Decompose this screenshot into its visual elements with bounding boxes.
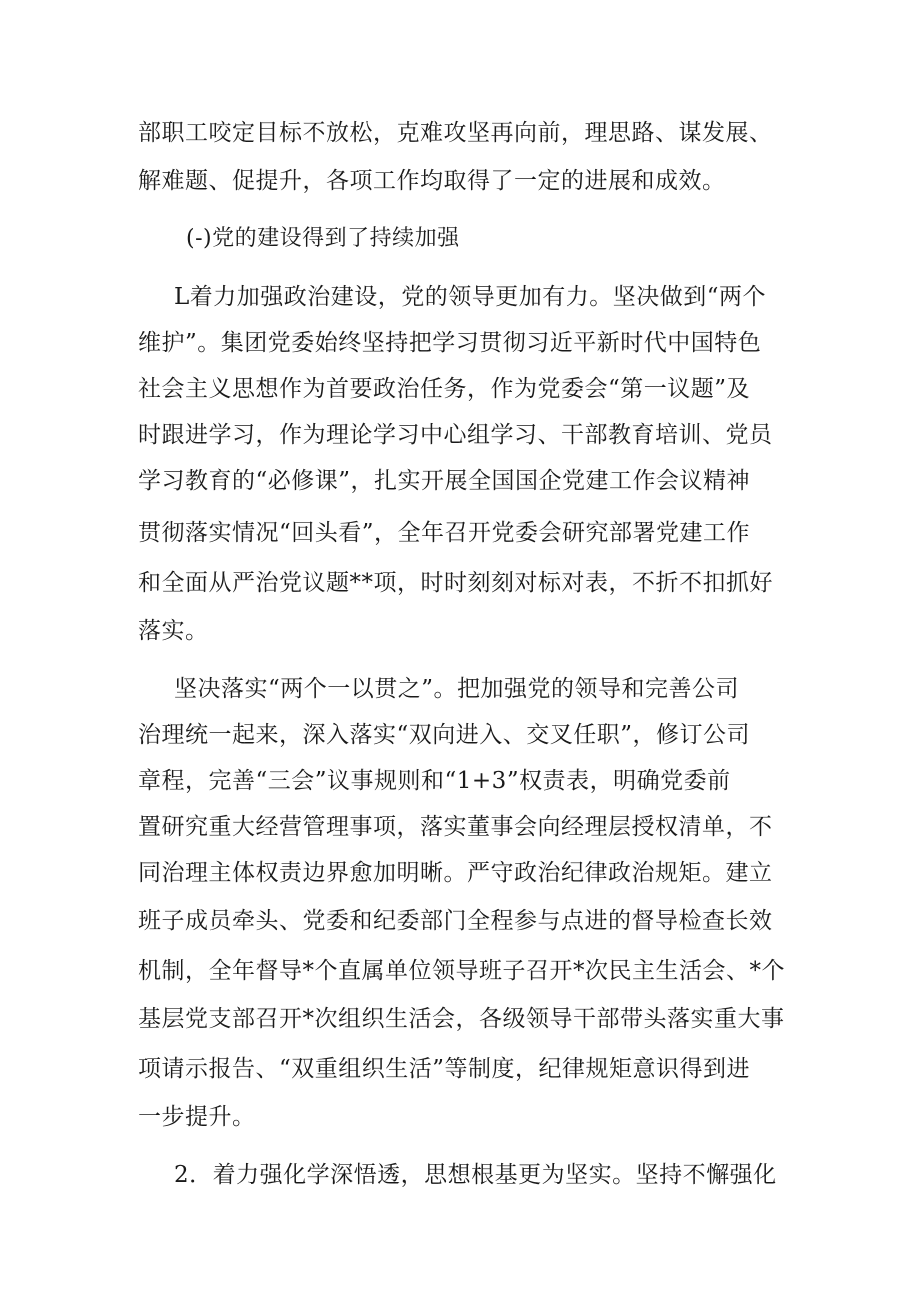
text-line: 部职工咬定目标不放松，克难攻坚再向前，理思路、谋发展、 bbox=[138, 120, 773, 146]
text-line: 置研究重大经营管理事项，落实董事会向经理层授权清单，不 bbox=[138, 814, 773, 840]
text-line: 时跟进学习，作为理论学习中心组学习、干部教育培训、党员 bbox=[138, 422, 773, 448]
text-line: 学习教育的“必修课”，扎实开展全国国企党建工作会议精神 bbox=[138, 468, 751, 494]
text-line: 同治理主体权责边界愈加明晰。严守政治纪律政治规矩。建立 bbox=[138, 860, 773, 886]
text-line: 维护”。集团党委始终坚持把学习贯彻习近平新时代中国特色 bbox=[138, 330, 762, 356]
text-line: 贯彻落实情况“回头看”，全年召开党委会研究部署党建工作 bbox=[138, 520, 751, 546]
text-line: 2．着力强化学深悟透，思想根基更为坚实。坚持不懈强化 bbox=[174, 1162, 777, 1188]
text-line: 解难题、促提升，各项工作均取得了一定的进展和成效。 bbox=[138, 168, 726, 194]
text-line: 项请示报告、“双重组织生活”等制度，纪律规矩意识得到进 bbox=[138, 1056, 751, 1082]
text-line: 班子成员牵头、党委和纪委部门全程参与点进的督导检查长效 bbox=[138, 908, 773, 934]
text-line: 机制，全年督导*个直属单位领导班子召开*次民主生活会、*个 bbox=[138, 958, 785, 984]
text-line: 落实。 bbox=[138, 618, 209, 644]
text-line: 和全面从严治党议题**项，时时刻刻对标对表，不折不扣抓好 bbox=[138, 570, 773, 596]
text-line: 社会主义思想作为首要政治任务，作为党委会“第一议题”及 bbox=[138, 376, 751, 402]
text-line: 坚决落实“两个一以贯之”。把加强党的领导和完善公司 bbox=[174, 676, 740, 702]
text-line: 章程，完善“三会”议事规则和“1+3”权责表，明确党委前 bbox=[138, 768, 731, 794]
text-line: 一步提升。 bbox=[138, 1104, 256, 1130]
text-line: 治理统一起来，深入落实“双向进入、交叉任职”，修订公司 bbox=[138, 722, 751, 748]
section-heading: (-)党的建设得到了持续加强 bbox=[186, 226, 460, 251]
text-line: L着力加强政治建设，党的领导更加有力。坚决做到“两个 bbox=[174, 284, 767, 310]
text-line: 基层党支部召开*次组织生活会，各级领导干部带头落实重大事 bbox=[138, 1006, 785, 1032]
